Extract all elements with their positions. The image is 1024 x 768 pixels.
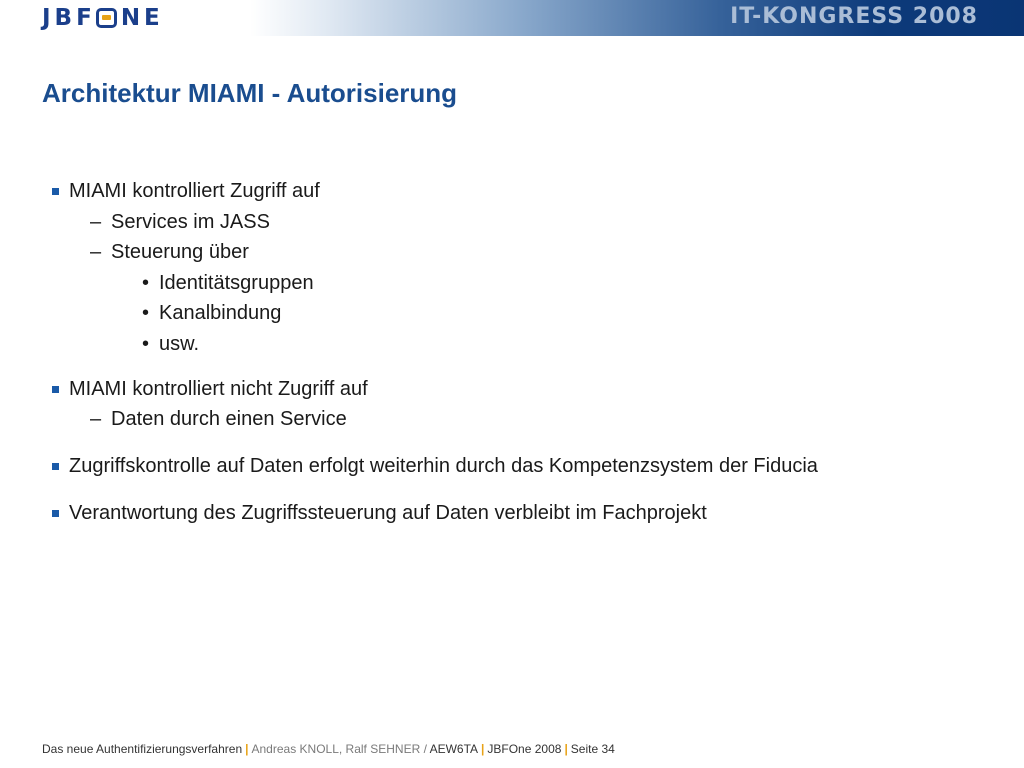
event-title: IT-KONGRESS 2008 [730, 4, 978, 29]
sub-bullet-item [90, 208, 270, 236]
bullet-text: Zugriffskontrolle auf Daten erfolgt weiterhin durch das Kompetenzsystem der Fiducia [69, 455, 818, 477]
sub-bullet-item [90, 405, 347, 433]
header-bar [0, 0, 1024, 36]
dot-bullet-icon: • [142, 272, 150, 294]
sub-bullet-text: Services im JASS [111, 211, 270, 233]
square-bullet-icon [52, 510, 59, 517]
dot-bullet-icon: • [142, 302, 150, 324]
dot-bullet-icon: • [142, 333, 150, 355]
square-bullet-icon [52, 188, 59, 195]
dash-bullet-icon: – [90, 241, 102, 263]
jbfone-logo [42, 4, 164, 32]
footer-event: JBFOne 2008 [487, 742, 562, 756]
footer-page-number: Seite 34 [570, 742, 615, 756]
slide-footer [42, 742, 615, 756]
square-bullet-icon [52, 386, 59, 393]
slide-title: Architektur MIAMI - Autorisierung [42, 78, 458, 108]
sub-sub-bullet-text: Kanalbindung [159, 302, 282, 324]
bullet-item [69, 177, 320, 205]
bullet-text: MIAMI kontrolliert nicht Zugriff auf [69, 378, 368, 400]
footer-separator: | [564, 742, 568, 756]
bullet-item [69, 375, 368, 403]
bullet-text: Verantwortung des Zugriffssteuerung auf Daten verbleibt im Fachprojekt [69, 502, 707, 524]
footer-dept-separator: / [420, 742, 430, 756]
footer-dept: AEW6TA [429, 742, 479, 756]
bullet-item [69, 452, 818, 480]
dash-bullet-icon: – [90, 408, 102, 430]
sub-sub-bullet-text: usw. [159, 333, 200, 355]
bullet-item [69, 499, 707, 527]
footer-separator: | [245, 742, 249, 756]
footer-separator: | [481, 742, 485, 756]
sub-bullet-text: Steuerung über [111, 241, 249, 263]
sub-bullet-item [90, 238, 249, 266]
sub-sub-bullet-text: Identitätsgruppen [159, 272, 314, 294]
dash-bullet-icon: – [90, 211, 102, 233]
square-bullet-icon [52, 463, 59, 470]
sub-sub-bullet-item [142, 269, 314, 297]
sub-sub-bullet-item [142, 299, 282, 327]
bullet-text: MIAMI kontrolliert Zugriff auf [69, 180, 320, 202]
footer-authors: Andreas KNOLL, Ralf SEHNER [251, 742, 421, 756]
sub-bullet-text: Daten durch einen Service [111, 408, 347, 430]
logo-text-right: NE [120, 5, 164, 31]
jbfone-o-logo-icon [96, 8, 117, 28]
logo-text-left: JBF [42, 5, 96, 31]
sub-sub-bullet-item [142, 330, 200, 358]
footer-topic: Das neue Authentifizierungsverfahren [42, 742, 243, 756]
